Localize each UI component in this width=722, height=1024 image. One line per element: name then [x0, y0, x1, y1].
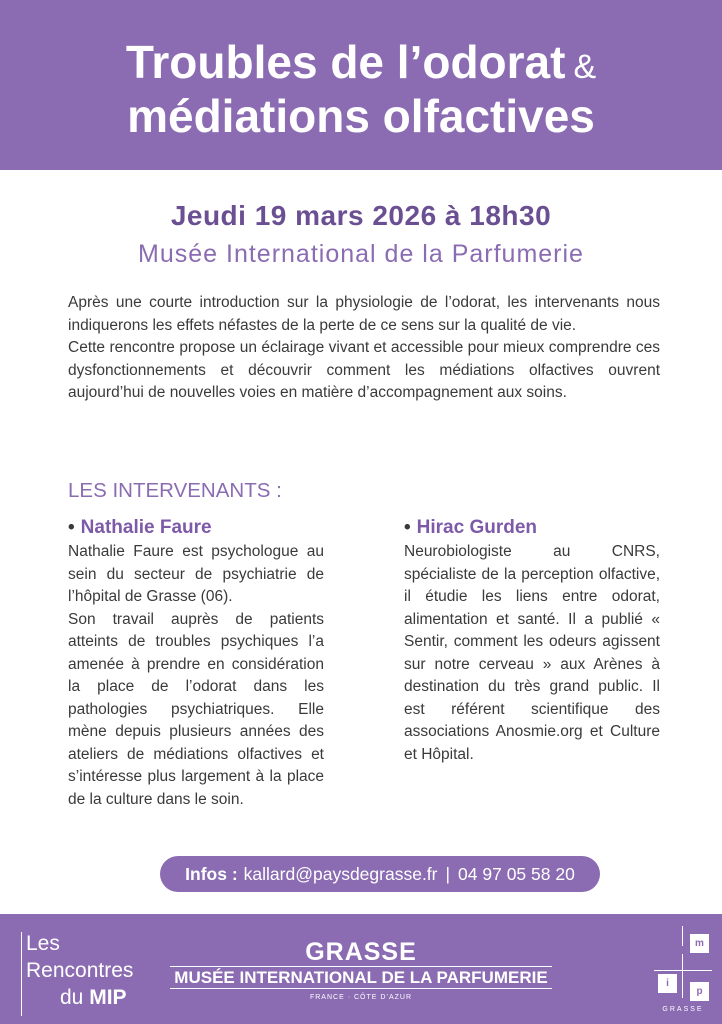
intro-text — [68, 292, 660, 405]
speakers-heading: LES INTERVENANTS : — [68, 479, 282, 502]
intro-paragraph-1: Après une courte introduction sur la physiologie de l’odorat, les intervenants nous indiquerons les effets néfastes de la perte de ce sens sur la qualité de vie. — [68, 294, 660, 334]
contact-phone[interactable]: 04 97 05 58 20 — [458, 863, 575, 884]
logo-letter-p: p — [690, 982, 709, 1001]
logo-caption: GRASSE — [662, 1006, 704, 1013]
contact-email-link[interactable]: kallard@paysdegrasse.fr — [243, 863, 438, 884]
logo-line — [682, 954, 683, 998]
page-title-line1 — [0, 34, 722, 95]
footer-city: GRASSE — [305, 938, 417, 966]
speaker-name — [68, 515, 324, 541]
series-line-1: Les — [26, 932, 60, 955]
bullet-icon: • — [404, 517, 411, 538]
speaker-bio: Nathalie Faure est psychologue au sein du secteur de psychiatrie de l’hôpital de Grasse (06). — [68, 543, 324, 605]
event-date: Jeudi 19 mars 2026 à 18h30 — [170, 200, 552, 231]
logo-letter-i: i — [658, 974, 677, 993]
logo-line — [682, 926, 683, 946]
contact-infos-pill — [160, 856, 600, 892]
logo-letter-m: m — [690, 934, 709, 953]
speaker-name — [404, 515, 660, 541]
footer-museum — [0, 968, 722, 988]
bullet-icon: • — [68, 517, 75, 538]
title-ampersand: & — [573, 48, 597, 86]
page-title-line2: médiations olfactives — [127, 90, 595, 142]
logo-line — [654, 970, 712, 971]
mip-logo — [654, 926, 712, 1018]
speaker-card — [404, 515, 660, 766]
footer-banner — [0, 914, 722, 1024]
series-line-2: Rencontres — [26, 959, 134, 982]
speaker-bio: Neurobiologiste au CNRS, spécialiste de la perception olfactive, il étudie les liens entre odorat, alimentation et santé. Il a publié « Sentir, comment les odeurs agissent sur notre cerveau » aux Arènes à destination du très grand public. Il est référent scientifique des associations Anosmie.org et Culture et Hôpital. — [404, 543, 660, 763]
intro-paragraph-2: Cette rencontre propose un éclairage vivant et accessible pour mieux comprendre ces dysfonctionnements et découvrir comment les médiations olfactives ouvrent aujourd’hui de nouvelles voies en matière d’accompagnement aux soins. — [68, 339, 660, 401]
series-du: du — [60, 986, 84, 1009]
series-mip: MIP — [89, 986, 127, 1009]
speaker-bio: Son travail auprès de patients atteints de troubles psychiques l’a amenée à prendre en considération la place de l’odorat dans les pathologies psychiatriques. Elle mène depuis plusieurs années des ateliers de médiations olfactives et s’intéresse plus largement à la place de la culture dans le soin. — [68, 610, 324, 808]
event-venue: Musée International de la Parfumerie — [138, 240, 584, 268]
header-banner — [0, 0, 722, 170]
footer-region: FRANCE · CÔTE D’AZUR — [309, 994, 413, 1001]
infos-label: Infos : — [185, 863, 238, 884]
infos-separator: | — [445, 863, 451, 884]
speaker-name-text: Nathalie Faure — [80, 517, 212, 538]
speaker-card — [68, 515, 324, 811]
title-text: Troubles de l’odorat — [125, 36, 566, 88]
speaker-name-text: Hirac Gurden — [416, 517, 538, 538]
footer-museum-text: MUSÉE INTERNATIONAL DE LA PARFUMERIE — [170, 966, 551, 989]
